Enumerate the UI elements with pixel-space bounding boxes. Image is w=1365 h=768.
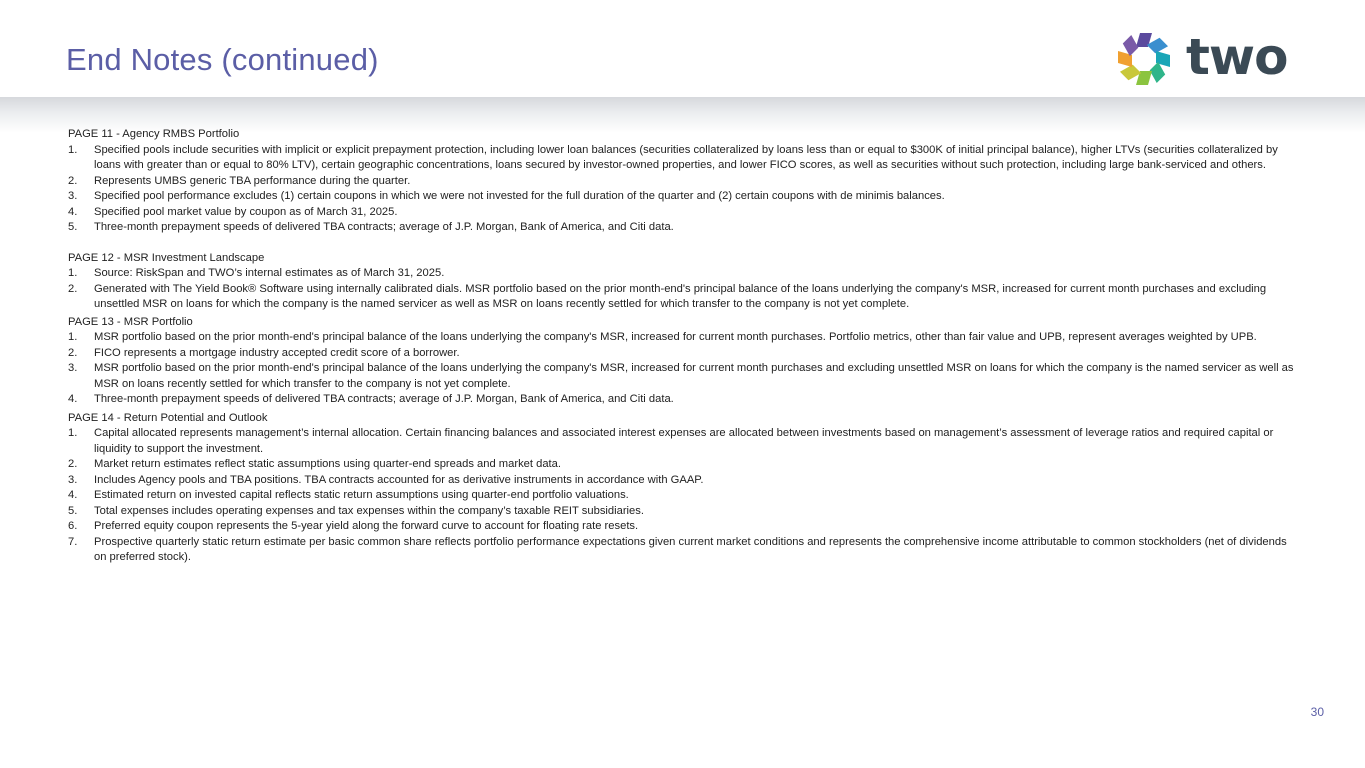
note-item (68, 346, 1298, 362)
note-item (68, 189, 1298, 205)
company-logo (1112, 27, 1297, 91)
notes-list (68, 266, 1298, 313)
note-number: 2. (68, 458, 78, 470)
note-text: Three-month prepayment speeds of delivered TBA contracts; average of J.P. Morgan, Bank of America, and Citi data. (94, 393, 674, 405)
note-number: 6. (68, 520, 78, 532)
note-text: Specified pool market value by coupon as of March 31, 2025. (94, 205, 398, 218)
note-number: 2. (68, 282, 78, 295)
note-item (68, 361, 1298, 392)
note-item (68, 205, 1298, 221)
note-text: FICO represents a mortgage industry accepted credit score of a borrower. (94, 346, 460, 359)
note-item (68, 473, 1298, 489)
note-item (68, 220, 1298, 236)
note-text: Represents UMBS generic TBA performance during the quarter. (94, 174, 411, 187)
note-number: 4. (68, 205, 78, 218)
note-number: 5. (68, 504, 78, 517)
page-number: 30 (1310, 705, 1324, 719)
note-item (68, 266, 1298, 282)
note-number: 4. (68, 489, 78, 501)
note-text: Preferred equity coupon represents the 5-year yield along the forward curve to account for floating rate resets. (94, 520, 639, 532)
section-heading: PAGE 11 - Agency RMBS Portfolio (68, 128, 240, 140)
note-item (68, 535, 1298, 566)
note-number: 4. (68, 393, 78, 405)
note-number: 2. (68, 174, 78, 187)
logo-wordmark: two (1186, 28, 1288, 86)
note-item (68, 282, 1298, 313)
note-item (68, 330, 1298, 346)
note-number: 5. (68, 221, 78, 233)
section-heading: PAGE 12 - MSR Investment Landscape (68, 251, 265, 264)
note-text: Includes Agency pools and TBA positions. TBA contracts accounted for as derivative instruments in accordance with GAAP. (94, 473, 704, 486)
note-number: 2. (68, 346, 78, 359)
note-text: Specified pools include securities with implicit or explicit prepayment protection, including lower loan balances (securities collateralized by loans less than or equal to $300K of initial principal balance), higher LTVs (securities collateralized by loans with greater than or equal to 80% LTV), certain geographic concentrations, loans secured by investor-owned properties, and lower FICO scores, as well as securities without such protection, including large bank-serviced and others. (94, 143, 1278, 171)
note-text: Specified pool performance excludes (1) certain coupons in which we were not invested for the full duration of the quarter and (2) certain coupons with de minimis balances. (94, 190, 945, 202)
note-item (68, 392, 1298, 408)
notes-list (68, 426, 1298, 566)
note-item (68, 174, 1298, 190)
note-item (68, 457, 1298, 473)
note-text: MSR portfolio based on the prior month-end's principal balance of the loans underlying the company's MSR, increased for current month purchases and excluding unsettled MSR on loans for which the company is the named servicer as well as MSR on loans recently settled for which transfer to the company is not yet complete. (94, 362, 1294, 390)
note-number: 3. (68, 473, 78, 486)
note-number: 1. (68, 331, 78, 343)
note-number: 1. (68, 267, 78, 279)
notes-section-page-12 (68, 251, 1298, 313)
note-number: 3. (68, 190, 78, 202)
notes-section-page-11 (68, 127, 1298, 236)
pinwheel-star-icon (1112, 27, 1176, 91)
notes-section-page-14 (68, 411, 1298, 566)
note-text: Three-month prepayment speeds of delivered TBA contracts; average of J.P. Morgan, Bank of America, and Citi data. (94, 221, 674, 233)
note-text: Source: RiskSpan and TWO’s internal estimates as of March 31, 2025. (94, 267, 445, 279)
end-notes-content (68, 127, 1298, 566)
notes-list (68, 330, 1298, 408)
note-item (68, 426, 1298, 457)
note-text: Total expenses includes operating expenses and tax expenses within the company’s taxable REIT subsidiaries. (94, 504, 644, 517)
note-item (68, 143, 1298, 174)
note-text: MSR portfolio based on the prior month-end's principal balance of the loans underlying the company's MSR, increased for current month purchases. Portfolio metrics, other than fair value and UPB, represent averages weighted by UPB. (94, 331, 1257, 343)
note-text: Prospective quarterly static return estimate per basic common share reflects portfolio performance expectations given current market conditions and represents the comprehensive income attributable to common stockholders (net of dividends on preferred stock). (94, 535, 1287, 563)
notes-list (68, 143, 1298, 236)
note-item (68, 519, 1298, 535)
note-number: 1. (68, 143, 78, 156)
note-item (68, 488, 1298, 504)
section-heading: PAGE 13 - MSR Portfolio (68, 315, 193, 328)
note-number: 3. (68, 362, 78, 374)
notes-section-page-13 (68, 315, 1298, 408)
page-title: End Notes (continued) (66, 42, 379, 77)
note-text: Generated with The Yield Book® Software using internally calibrated dials. MSR portfolio based on the prior month-end's principal balance of the loans underlying the company's MSR, increased for current month purchases and excluding unsettled MSR on loans for which the company is the named servicer as well as MSR on loans recently settled for which transfer to the company is not yet complete. (94, 282, 1267, 310)
note-number: 7. (68, 535, 78, 548)
section-heading: PAGE 14 - Return Potential and Outlook (68, 411, 268, 424)
note-item (68, 504, 1298, 520)
note-text: Estimated return on invested capital reflects static return assumptions using quarter-end portfolio valuations. (94, 489, 629, 501)
note-number: 1. (68, 427, 78, 439)
note-text: Capital allocated represents management’s internal allocation. Certain financing balances and associated interest expenses are allocated between investments based on management’s assessment of leverage ratios and required capital or liquidity to support the investment. (94, 427, 1274, 455)
note-text: Market return estimates reflect static assumptions using quarter-end spreads and market data. (94, 458, 561, 470)
